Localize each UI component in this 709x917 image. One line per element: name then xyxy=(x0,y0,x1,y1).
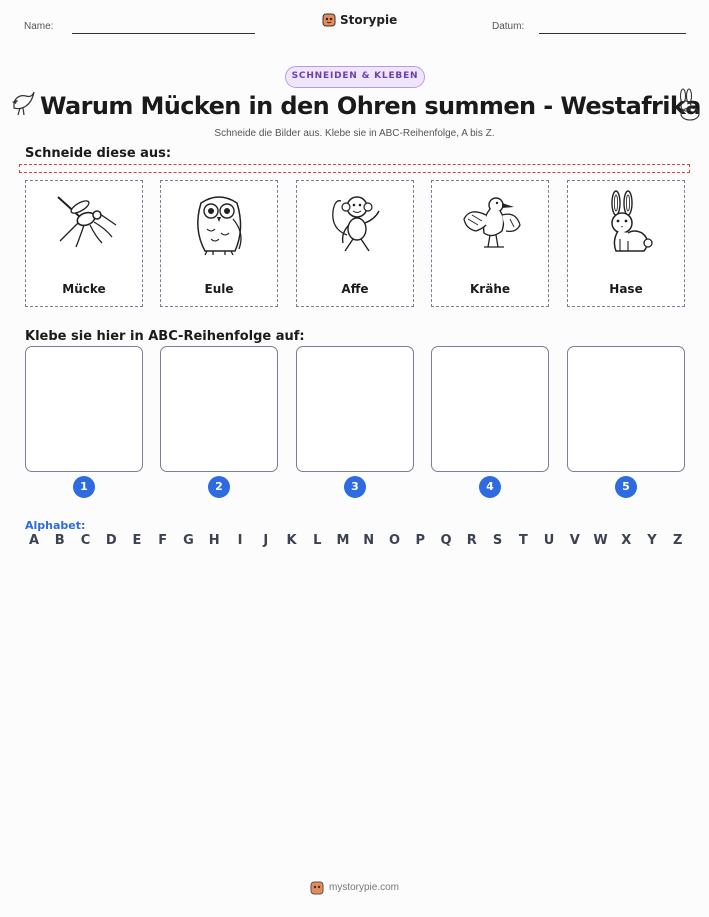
alphabet-letter: E xyxy=(132,533,142,548)
paste-box-5[interactable] xyxy=(567,346,685,472)
alphabet-letter: O xyxy=(388,533,401,548)
card-label: Hase xyxy=(609,282,643,296)
brand-name: Storypie xyxy=(340,12,398,27)
cut-strip xyxy=(19,164,690,173)
alphabet-letter: F xyxy=(158,533,168,548)
page-header xyxy=(0,0,709,50)
number-badge: 3 xyxy=(344,476,366,498)
paste-box-4[interactable] xyxy=(431,346,549,472)
storypie-mascot-icon xyxy=(322,12,336,27)
owl-icon xyxy=(185,189,255,259)
alphabet-letter: H xyxy=(208,533,220,548)
alphabet-letter: C xyxy=(80,533,91,548)
alphabet-letter: X xyxy=(621,533,632,548)
alphabet-row xyxy=(26,533,686,548)
alphabet-letter: I xyxy=(237,533,243,548)
cut-card-affe[interactable] xyxy=(296,180,414,307)
alphabet-letter: Y xyxy=(647,533,657,548)
number-badge: 1 xyxy=(73,476,95,498)
alphabet-letter: R xyxy=(466,533,477,548)
storypie-mascot-icon xyxy=(310,880,324,895)
card-label: Eule xyxy=(204,282,234,296)
page-footer xyxy=(0,880,709,895)
page-title: Warum Mücken in den Ohren summen - Westafrika xyxy=(40,92,701,120)
alphabet-letter: V xyxy=(569,533,580,548)
alphabet-letter: M xyxy=(336,533,350,548)
alphabet-letter: G xyxy=(183,533,194,548)
crow-icon xyxy=(8,88,38,120)
rabbit-icon xyxy=(672,88,702,122)
mosquito-icon xyxy=(50,189,120,259)
cut-card-eule[interactable] xyxy=(160,180,278,307)
instructions: Schneide die Bilder aus. Klebe sie in ABC-Reihenfolge, A bis Z. xyxy=(214,128,495,139)
number-badge: 2 xyxy=(208,476,230,498)
card-label: Mücke xyxy=(62,282,106,296)
alphabet-letter: A xyxy=(28,533,40,548)
paste-box-3[interactable] xyxy=(296,346,414,472)
paste-box-2[interactable] xyxy=(160,346,278,472)
paste-box-1[interactable] xyxy=(25,346,143,472)
alphabet-letter: N xyxy=(363,533,375,548)
alphabet-letter: Q xyxy=(440,533,452,548)
name-line xyxy=(72,33,255,34)
number-badge: 4 xyxy=(479,476,501,498)
alphabet-label: Alphabet: xyxy=(25,519,86,532)
cut-heading: Schneide diese aus: xyxy=(25,146,172,161)
date-line xyxy=(539,33,686,34)
cut-card-muecke[interactable] xyxy=(25,180,143,307)
brand-logo xyxy=(322,12,397,27)
alphabet-letter: K xyxy=(286,533,297,548)
cut-card-kraehe[interactable] xyxy=(431,180,549,307)
alphabet-letter: U xyxy=(543,533,555,548)
name-label: Name: xyxy=(24,21,54,32)
alphabet-letter: Z xyxy=(673,533,683,548)
cut-card-hase[interactable] xyxy=(567,180,685,307)
footer-url[interactable]: mystorypie.com xyxy=(328,882,399,893)
rabbit-icon xyxy=(592,189,662,259)
activity-badge: SCHNEIDEN & KLEBEN xyxy=(285,66,425,88)
alphabet-letter: D xyxy=(105,533,117,548)
number-badge: 5 xyxy=(615,476,637,498)
alphabet-letter: P xyxy=(415,533,426,548)
date-label: Datum: xyxy=(492,21,525,32)
crow-icon xyxy=(456,189,526,259)
alphabet-letter: S xyxy=(492,533,503,548)
paste-heading: Klebe sie hier in ABC-Reihenfolge auf: xyxy=(25,329,305,344)
alphabet-letter: L xyxy=(313,533,322,548)
alphabet-letter: T xyxy=(518,533,528,548)
monkey-icon xyxy=(321,189,391,259)
alphabet-letter: J xyxy=(263,533,269,548)
card-label: Krähe xyxy=(470,282,510,296)
alphabet-letter: W xyxy=(593,533,608,548)
card-label: Affe xyxy=(341,282,369,296)
alphabet-letter: B xyxy=(54,533,65,548)
